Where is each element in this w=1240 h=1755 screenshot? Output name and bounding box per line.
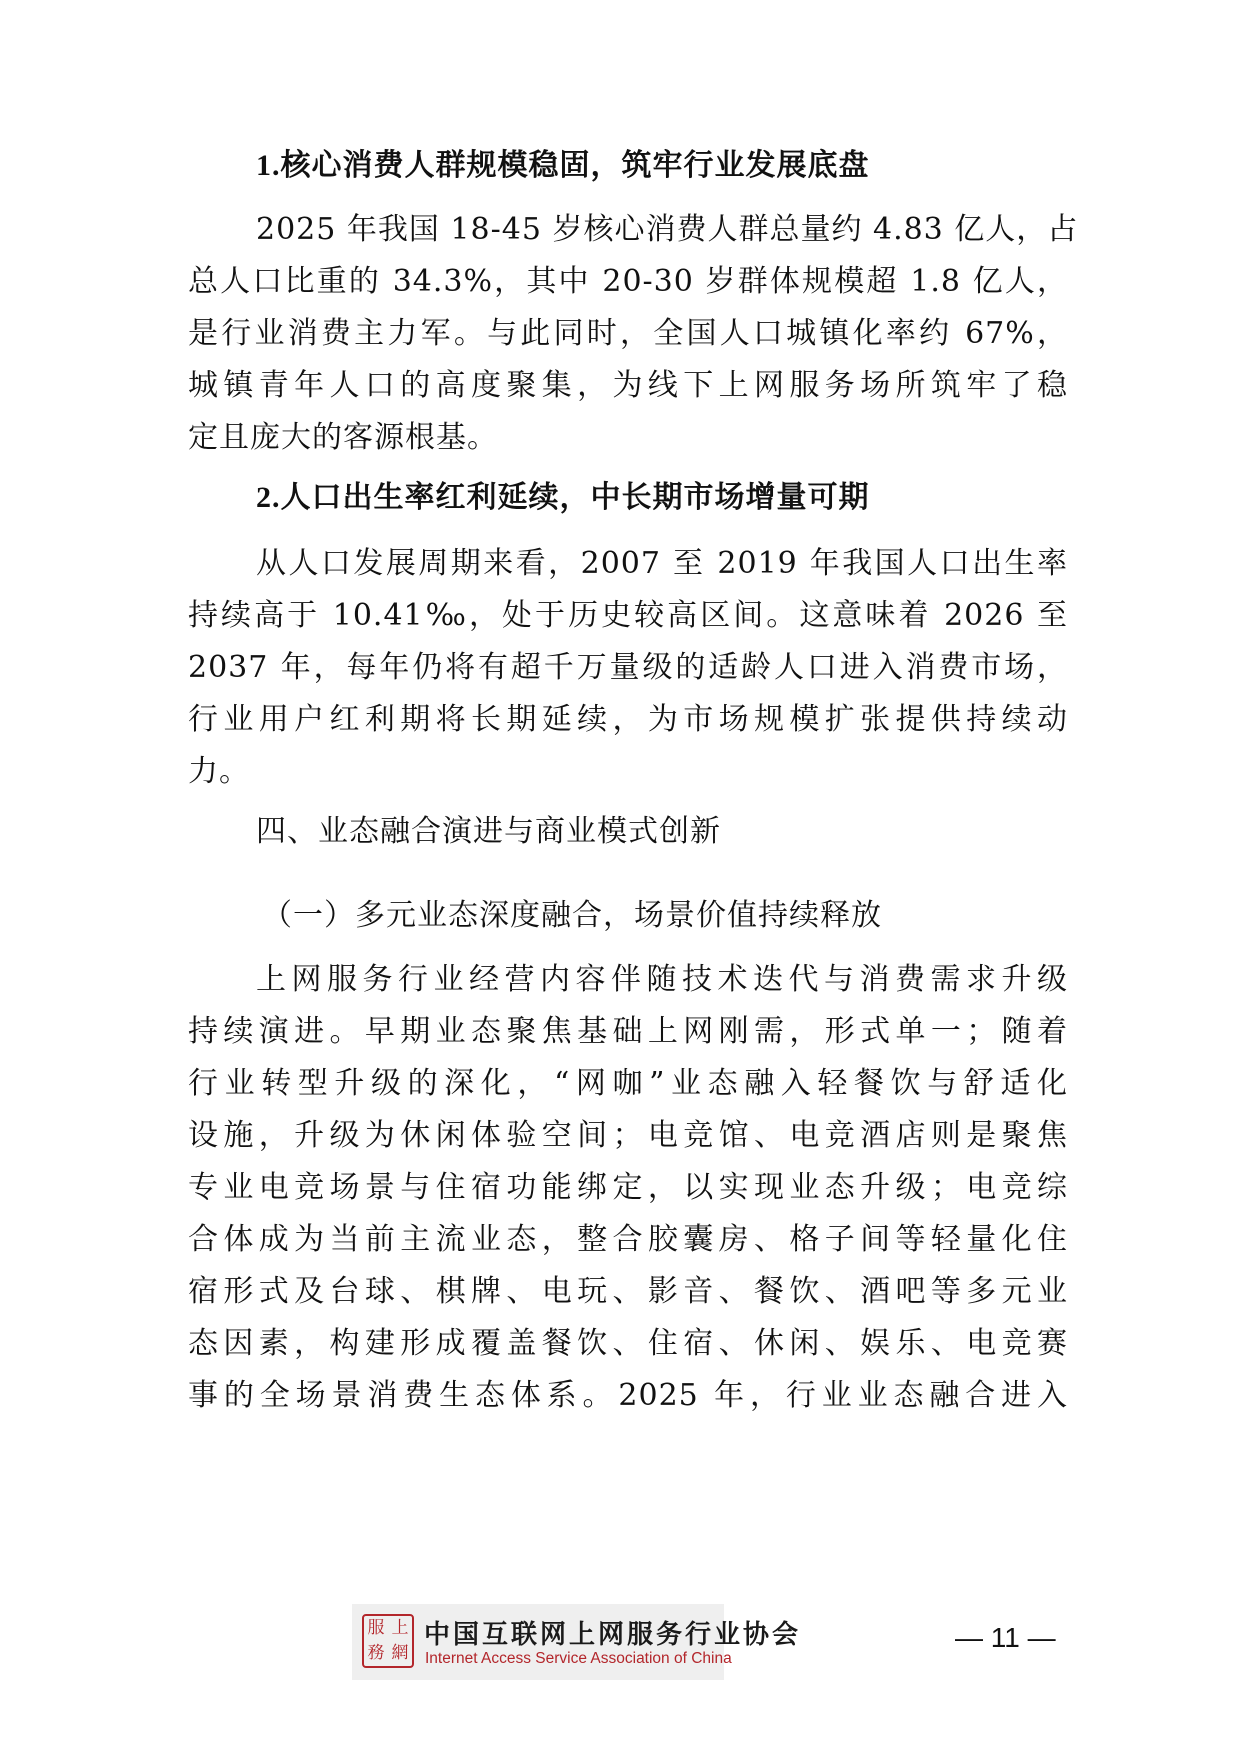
seal-char: 服 [367, 1618, 385, 1638]
chapter-heading: 四、业态融合演进与商业模式创新 [256, 814, 721, 849]
seal-char: 務 [367, 1643, 385, 1663]
paragraph-line: 城镇青年人口的高度聚集，为线下上网服务场所筑牢了稳 [188, 368, 1068, 403]
seal-icon [362, 1614, 414, 1668]
paragraph-line: 2037 年，每年仍将有超千万量级的适龄人口进入消费市场， [188, 650, 1068, 685]
paragraph-line: 上网服务行业经营内容伴随技术迭代与消费需求升级 [256, 962, 1068, 997]
section-heading-2: 2.人口出生率红利延续，中长期市场增量可期 [256, 481, 870, 514]
paragraph-line: 从人口发展周期来看，2007 至 2019 年我国人口出生率 [256, 546, 1068, 581]
paragraph-line: 设施，升级为休闲体验空间；电竞馆、电竞酒店则是聚焦 [188, 1118, 1068, 1153]
paragraph-line: 行业转型升级的深化，“网咖”业态融入轻餐饮与舒适化 [188, 1066, 1068, 1101]
paragraph-line: 持续高于 10.41‰，处于历史较高区间。这意味着 2026 至 [188, 598, 1068, 633]
paragraph-line: 行业用户红利期将长期延续，为市场规模扩张提供持续动 [188, 702, 1068, 737]
paragraph-line: 态因素，构建形成覆盖餐饮、住宿、休闲、娱乐、电竞赛 [188, 1326, 1068, 1361]
seal-char: 網 [391, 1643, 409, 1663]
section-heading-1: 1.核心消费人群规模稳固，筑牢行业发展底盘 [256, 149, 870, 182]
paragraph-line: 合体成为当前主流业态，整合胶囊房、格子间等轻量化住 [188, 1222, 1068, 1257]
org-name-en: Internet Access Service Association of China [425, 1650, 732, 1667]
paragraph-line: 总人口比重的 34.3%，其中 20-30 岁群体规模超 1.8 亿人， [188, 264, 1068, 299]
page-number: — 11 — [955, 1622, 1056, 1653]
paragraph-line: 是行业消费主力军。与此同时，全国人口城镇化率约 67%， [188, 316, 1068, 351]
footer-logo [352, 1604, 802, 1680]
paragraph-line: 事的全场景消费生态体系。2025 年，行业业态融合进入 [188, 1378, 1068, 1413]
org-name-cn: 中国互联网上网服务行业协会 [424, 1620, 802, 1650]
paragraph-line: 定且庞大的客源根基。 [188, 420, 498, 455]
seal-char: 上 [391, 1618, 409, 1638]
subsection-heading: （一）多元业态深度融合，场景价值持续释放 [262, 898, 882, 933]
paragraph-line: 2025 年我国 18-45 岁核心消费人群总量约 4.83 亿人，占 [256, 212, 1079, 247]
paragraph-line: 专业电竞场景与住宿功能绑定，以实现业态升级；电竞综 [188, 1170, 1068, 1205]
paragraph-line: 力。 [188, 754, 250, 789]
paragraph-line: 宿形式及台球、棋牌、电玩、影音、餐饮、酒吧等多元业 [188, 1274, 1068, 1309]
paragraph-line: 持续演进。早期业态聚焦基础上网刚需，形式单一；随着 [188, 1014, 1068, 1049]
